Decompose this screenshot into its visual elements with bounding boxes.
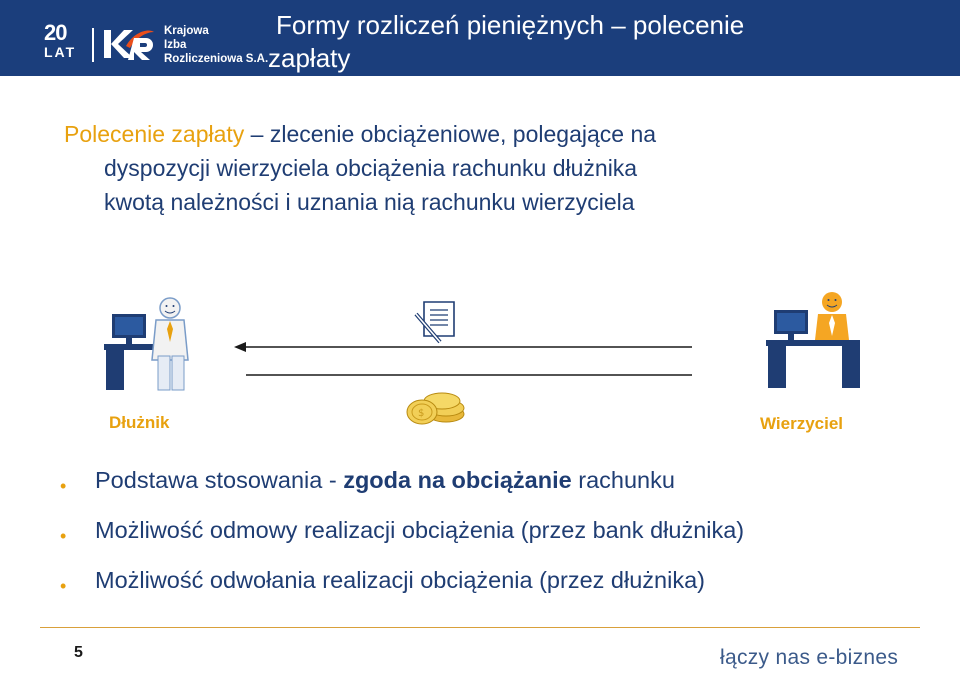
bullet-text: Podstawa stosowania - (95, 467, 344, 493)
bullet-text: Możliwość odwołania realizacji obciążenia (przez dłużnika) (95, 567, 705, 593)
bullet-item (60, 464, 930, 497)
definition-line2: dyspozycji wierzyciela obciążenia rachunku dłużnika (104, 155, 638, 181)
logo-number: 20 (44, 20, 67, 45)
logo-org-line2: Izba (164, 39, 187, 51)
logo-org-line1: Krajowa (164, 25, 209, 37)
debtor-person-icon (100, 294, 196, 392)
bullet-dot-icon: • (60, 526, 67, 546)
logo-org-name (164, 24, 268, 66)
flow-arrows (230, 336, 700, 382)
definition-line1: – zlecenie obciążeniowe, polegające na (244, 121, 657, 147)
definition-line3: kwotą należności i uznania nią rachunku wierzyciela (104, 189, 635, 215)
creditor-label: Wierzyciel (760, 414, 843, 433)
logo-org-line3: Rozliczeniowa S.A. (164, 53, 269, 65)
creditor-person-icon (764, 290, 864, 390)
header-bar (0, 0, 960, 76)
bullet-item (60, 564, 930, 597)
bullet-item (60, 514, 930, 547)
bullet-dot-icon: • (60, 476, 67, 496)
logo-lat: LAT (44, 44, 77, 60)
kir-logo-icon (102, 24, 160, 64)
definition-term: Polecenie zapłaty (64, 121, 245, 147)
svg-text:$: $ (418, 408, 425, 419)
definition-text (64, 117, 894, 219)
logo-divider (92, 28, 94, 62)
footer-slogan: łączy nas e-biznes (720, 646, 899, 669)
bullet-list (60, 464, 930, 614)
slide-title-line1: Formy rozliczeń pieniężnych – polecenie (276, 10, 745, 40)
debtor-label: Dłużnik (109, 413, 170, 432)
slide-title (268, 8, 908, 76)
bullet-emphasis: zgoda na obciążanie (343, 467, 572, 493)
bullet-text-end: rachunku (571, 467, 675, 493)
page-number: 5 (74, 644, 83, 661)
arrow-left-icon (234, 342, 246, 352)
footer-divider (40, 627, 920, 628)
anniversary-logo (44, 22, 76, 59)
slide-title-line2: zapłaty (268, 43, 351, 73)
bullet-text: Możliwość odmowy realizacji obciążenia (przez bank dłużnika) (95, 517, 745, 543)
coins-icon (402, 388, 468, 428)
bullet-dot-icon: • (60, 576, 67, 596)
